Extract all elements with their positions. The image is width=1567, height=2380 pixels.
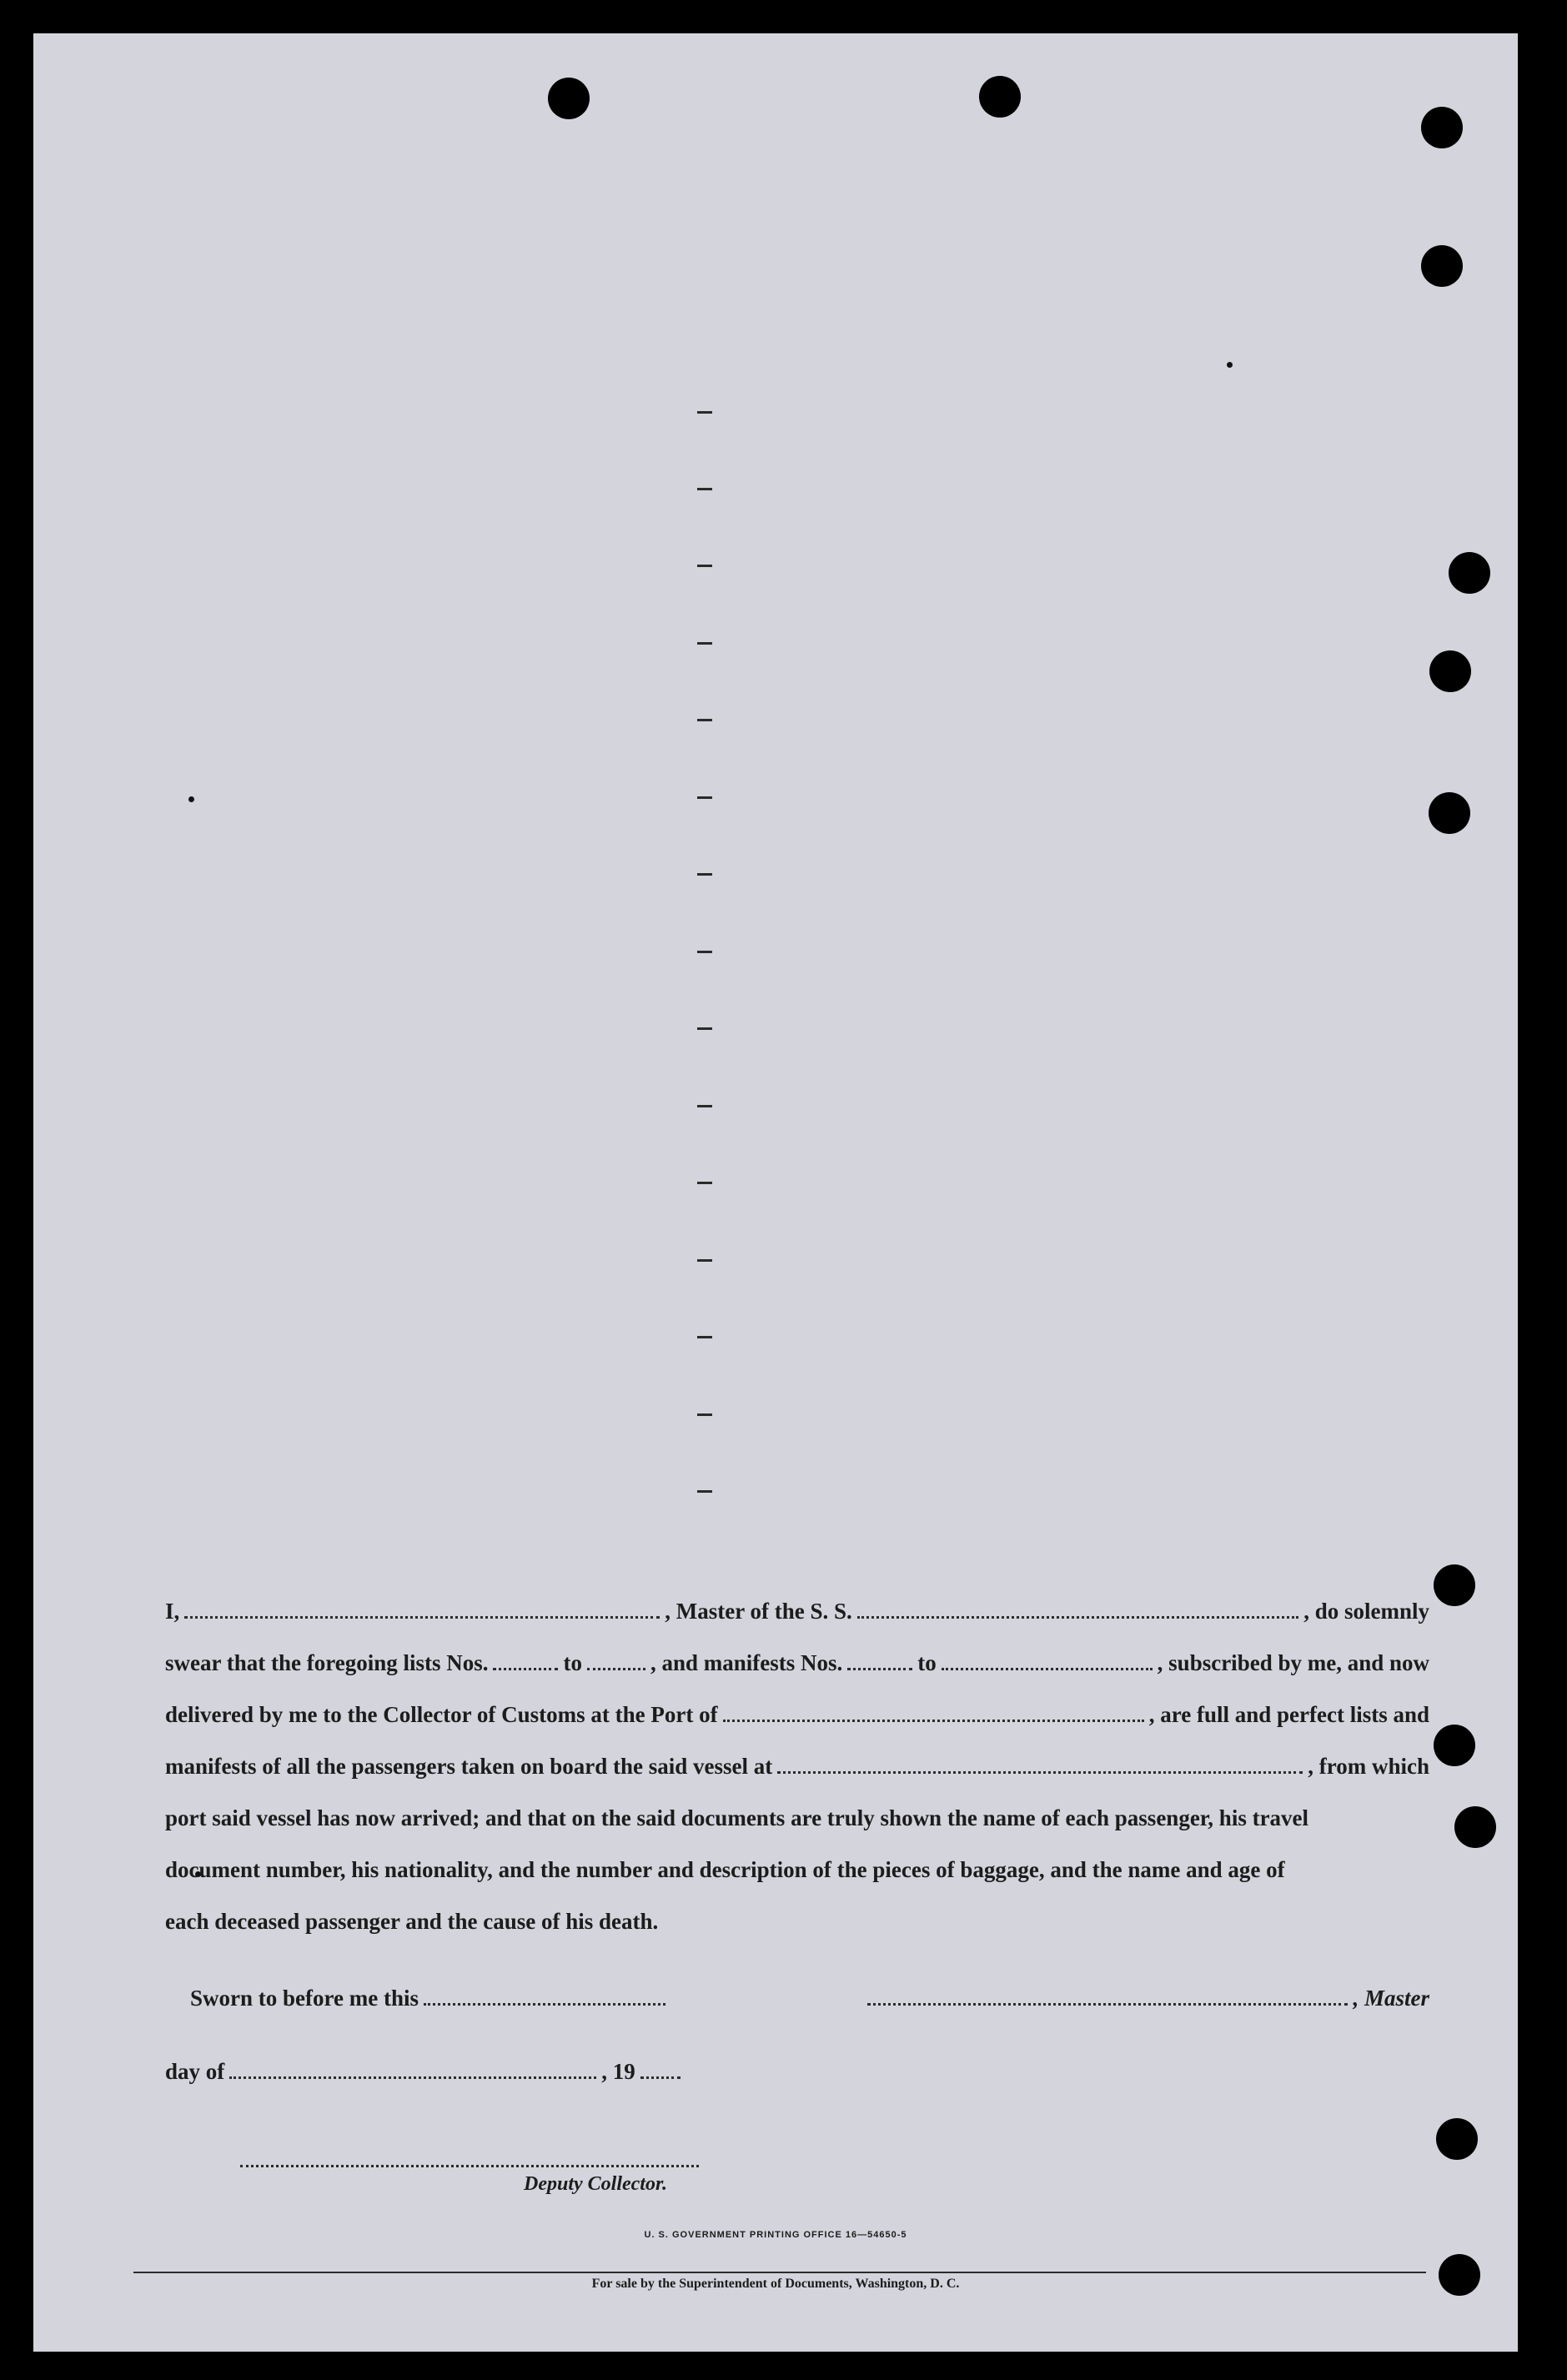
oath-text: , do solemnly (1303, 1599, 1429, 1624)
punch-hole (548, 78, 590, 119)
punch-hole (1454, 1806, 1496, 1848)
year-field[interactable] (640, 2056, 681, 2079)
punch-hole (1421, 107, 1463, 148)
list-from-field[interactable] (493, 1648, 558, 1670)
punch-hole (1449, 552, 1490, 594)
punch-hole (1434, 1725, 1475, 1766)
oath-line-5 (165, 1798, 1429, 1831)
oath-text: each deceased passenger and the cause of his death. (165, 1909, 659, 1934)
speck-mark (188, 796, 194, 802)
oath-text: swear that the foregoing lists Nos. (165, 1650, 489, 1675)
column-tick (697, 488, 712, 490)
footer-rule (133, 2272, 1426, 2273)
oath-line-7 (165, 1901, 1429, 1935)
day-label: day of (165, 2059, 225, 2084)
speck-mark (1227, 362, 1233, 368)
column-tick (697, 1413, 712, 1416)
punch-hole (1429, 650, 1471, 692)
column-tick (697, 1259, 712, 1262)
punch-hole (1434, 1564, 1475, 1606)
oath-text: to (917, 1650, 937, 1675)
column-tick (697, 642, 712, 645)
port-field[interactable] (723, 1700, 1144, 1722)
day-month-field[interactable] (229, 2056, 596, 2079)
oath-line-3 (165, 1695, 1429, 1728)
master-name-field[interactable] (184, 1596, 660, 1619)
sworn-date-field[interactable] (424, 1983, 665, 2006)
punch-hole (1429, 792, 1470, 834)
oath-line-2 (165, 1643, 1429, 1676)
column-tick (697, 1336, 712, 1338)
document-page (33, 33, 1518, 2352)
column-tick (697, 1027, 712, 1030)
sworn-line (190, 1978, 1429, 2011)
deputy-signature-line[interactable] (240, 2165, 699, 2167)
year-label: , 19 (601, 2059, 635, 2084)
column-tick (697, 796, 712, 799)
oath-text: , Master of the S. S. (665, 1599, 852, 1624)
column-tick (697, 411, 712, 414)
oath-text: port said vessel has now arrived; and that on the said documents are truly shown the name of each passenger, his travel (165, 1805, 1309, 1830)
column-tick (697, 951, 712, 953)
column-tick (697, 1182, 712, 1184)
punch-hole (1436, 2118, 1478, 2160)
oath-text: document number, his nationality, and the number and description of the pieces of baggage, and the name and age of (165, 1857, 1285, 1882)
day-line (165, 2051, 1429, 2085)
master-signature-field[interactable] (867, 1983, 1349, 2006)
vessel-name-field[interactable] (857, 1596, 1298, 1619)
oath-text: , from which (1308, 1754, 1429, 1779)
column-tick (697, 1105, 712, 1107)
manifest-from-field[interactable] (847, 1648, 912, 1670)
sale-line: For sale by the Superintendent of Documents, Washington, D. C. (591, 2277, 960, 2291)
oath-line-4 (165, 1746, 1429, 1780)
deputy-collector-label: Deputy Collector. (524, 2173, 667, 2195)
departure-port-field[interactable] (777, 1751, 1303, 1774)
oath-text: manifests of all the passengers taken on board the said vessel at (165, 1754, 773, 1779)
master-label: , Master (1353, 1986, 1429, 2011)
oath-text: , subscribed by me, and now (1157, 1650, 1429, 1675)
column-tick (697, 1490, 712, 1493)
column-tick (697, 565, 712, 567)
oath-text: , are full and perfect lists and (1148, 1702, 1429, 1727)
oath-line-6 (165, 1850, 1429, 1883)
column-tick (697, 719, 712, 721)
oath-text: to (563, 1650, 582, 1675)
oath-line-1 (165, 1591, 1429, 1624)
punch-hole (1421, 245, 1463, 287)
punch-hole (979, 76, 1021, 118)
oath-text: I, (165, 1599, 180, 1624)
printer-line: U. S. GOVERNMENT PRINTING OFFICE 16—54650-5 (644, 2230, 907, 2240)
manifest-to-field[interactable] (942, 1648, 1153, 1670)
column-tick (697, 873, 712, 876)
sworn-label: Sworn to before me this (190, 1986, 419, 2011)
list-to-field[interactable] (587, 1648, 645, 1670)
oath-text: , and manifests Nos. (650, 1650, 843, 1675)
oath-text: delivered by me to the Collector of Customs at the Port of (165, 1702, 718, 1727)
